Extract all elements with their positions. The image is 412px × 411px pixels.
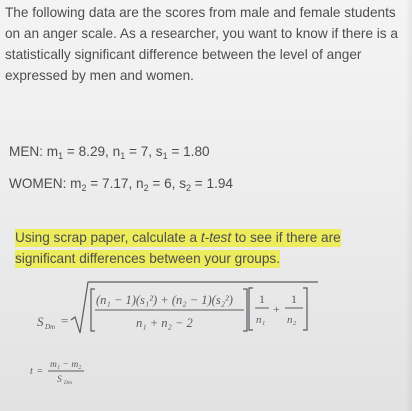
square-root-sign (71, 282, 318, 333)
instruction-emphasis: t-test (200, 230, 232, 245)
women-m-subscript: 2 (81, 183, 87, 193)
women-n-subscript: 2 (143, 183, 149, 193)
sdm-symbol: S (37, 314, 44, 329)
instruction-after: to see if there are significant differences between your groups. (15, 230, 341, 266)
problem-intro-text: The following data are the scores from male and female students on an anger scale. As a researcher, you want to know if there is a statistically significant difference between the level of anger expressed by men and women. (5, 5, 398, 83)
right-bracket-2 (303, 288, 307, 330)
t-denominator-subscript: Dm (64, 380, 72, 386)
instruction-before: Using scrap paper, calculate a (15, 230, 201, 245)
t-denominator-symbol: S (57, 375, 62, 385)
t-symbol: t (30, 366, 33, 377)
fraction-one-b: 1 (291, 292, 297, 306)
women-s-subscript: 2 (186, 183, 192, 193)
women-n-value: = 6, s (148, 176, 187, 191)
pooled-denominator: n₁ + n₂ − 2 (136, 316, 193, 330)
women-s-value: = 1.94 (191, 176, 233, 191)
men-m-subscript: 1 (58, 151, 64, 161)
men-s-subscript: 1 (162, 151, 168, 161)
bracket-plus: + (273, 302, 280, 316)
fraction-n2: n₂ (287, 314, 297, 326)
sdm-subscript: Dm (45, 323, 56, 331)
women-mean-value: = 7.17, n (86, 176, 144, 191)
fraction-n1: n₁ (256, 314, 266, 326)
men-s-value: = 1.80 (167, 144, 210, 159)
fraction-one-a: 1 (259, 292, 265, 306)
men-label: MEN: m (9, 144, 59, 159)
t-equals: = (37, 366, 43, 377)
left-bracket (91, 289, 95, 331)
pooled-numerator: (n₁ − 1)(s₁²) + (n₂ − 1)(s₂²) (96, 293, 233, 307)
t-numerator: m₁ − m₂ (50, 360, 82, 370)
women-label: WOMEN: m (9, 176, 82, 191)
men-n-subscript: 1 (120, 151, 126, 161)
sdm-equals: = (61, 313, 69, 328)
men-mean-value: = 8.29, n (63, 144, 121, 159)
men-n-value: = 7, s (125, 144, 163, 159)
left-bracket-2 (249, 288, 253, 330)
